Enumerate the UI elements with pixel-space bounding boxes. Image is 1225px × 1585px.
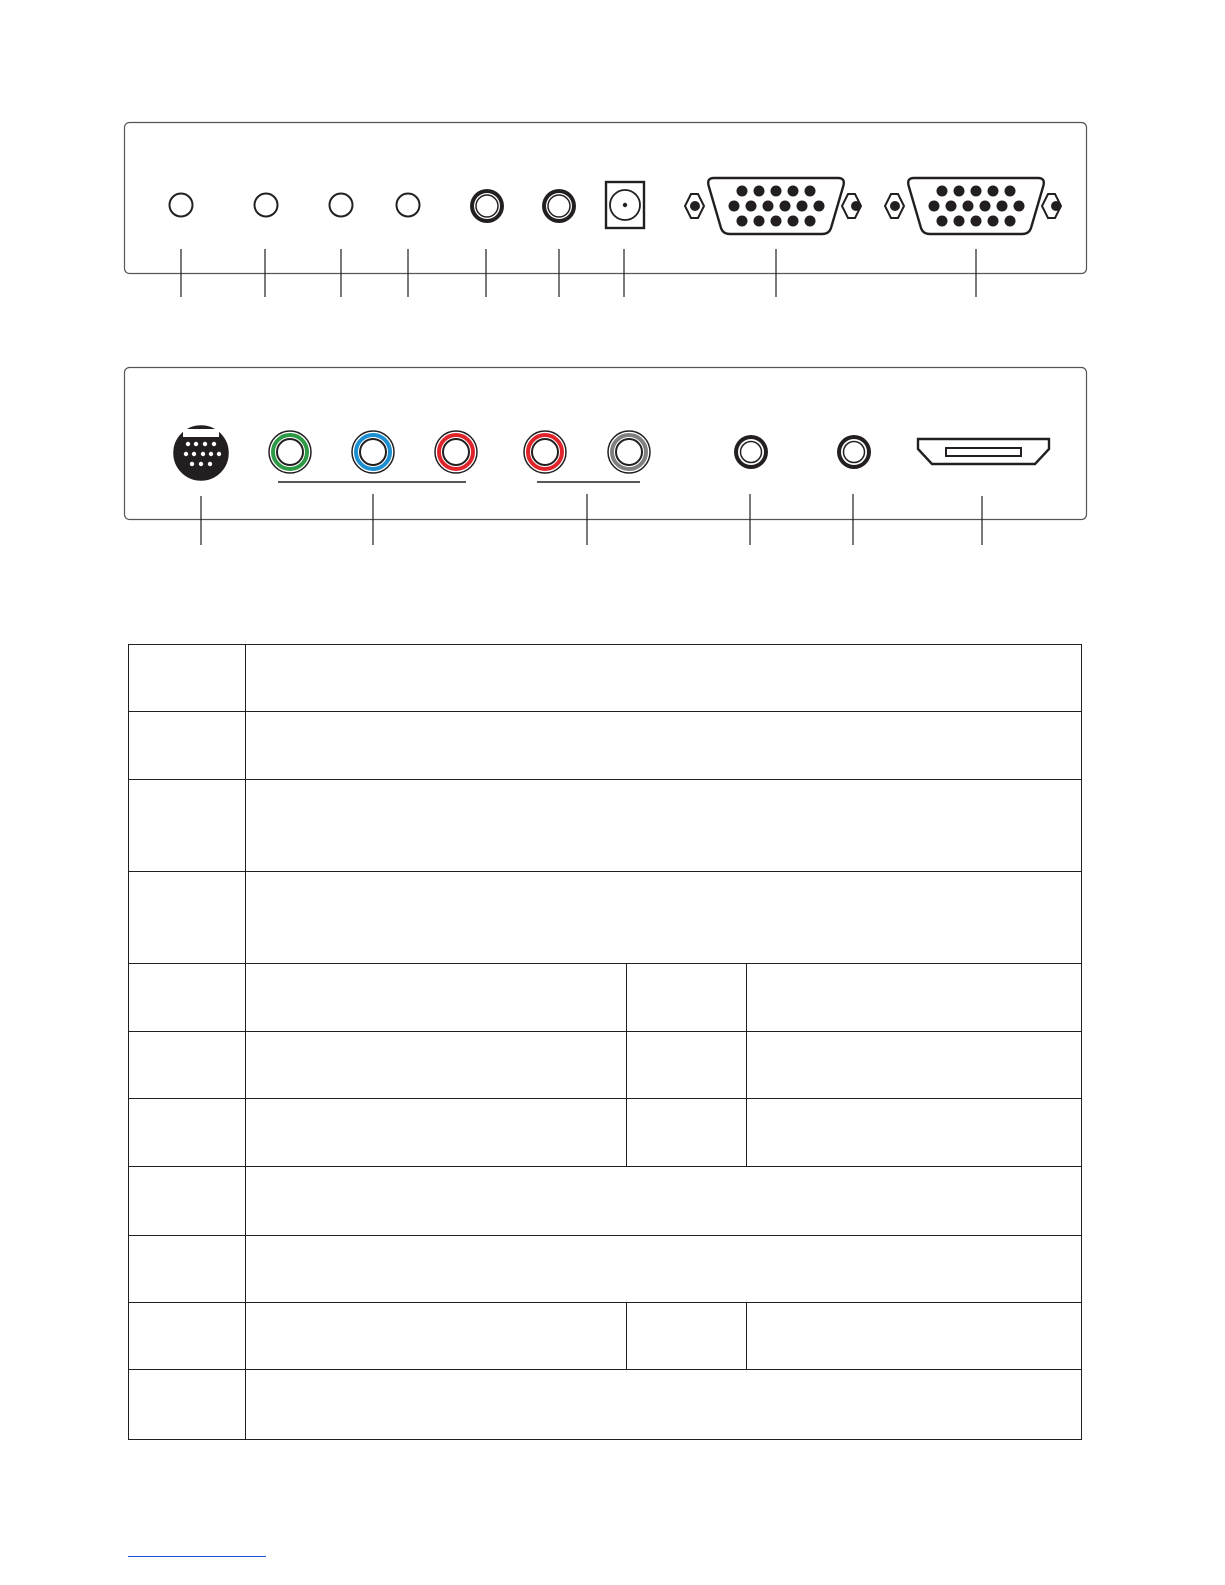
table-cell-index [129, 1370, 246, 1440]
table-cell-description [246, 1303, 627, 1370]
footer-link-underline[interactable] [128, 1556, 266, 1557]
table-cell-description [246, 712, 1082, 780]
dc-power-jack-icon [606, 182, 644, 228]
connector-diagram [0, 0, 1225, 640]
table-row [129, 1032, 1082, 1099]
table-cell-description-2 [747, 1032, 1082, 1099]
table-cell-description [246, 1236, 1082, 1303]
table-row [129, 1167, 1082, 1236]
jack-4-icon [397, 194, 420, 217]
top-panel [125, 123, 1087, 298]
table-cell-description [246, 645, 1082, 712]
table-cell-index [129, 780, 246, 872]
table-cell-index [129, 964, 246, 1032]
audio-jack-1-icon [470, 189, 504, 223]
table-cell-index-2 [627, 1303, 747, 1370]
table-cell-description [246, 1370, 1082, 1440]
table-cell-index [129, 1099, 246, 1167]
bottom-panel [125, 368, 1087, 546]
table-cell-index [129, 712, 246, 780]
table-row [129, 712, 1082, 780]
table-cell-description [246, 780, 1082, 872]
table-cell-description-2 [747, 964, 1082, 1032]
audio-l-jack-icon [608, 431, 650, 473]
table-cell-index-2 [627, 964, 747, 1032]
table-cell-index-2 [627, 1099, 747, 1167]
table-cell-index [129, 1236, 246, 1303]
table-row [129, 1236, 1082, 1303]
audio-r-jack-icon [524, 431, 566, 473]
table-cell-description [246, 1099, 627, 1167]
table-row [129, 1370, 1082, 1440]
table-cell-index [129, 1303, 246, 1370]
table-cell-index-2 [627, 1032, 747, 1099]
table-cell-index [129, 1032, 246, 1099]
table-cell-description [246, 1167, 1082, 1236]
component-y-jack-icon [269, 431, 311, 473]
vga-port-1-icon [685, 178, 861, 234]
table-cell-description [246, 964, 627, 1032]
table-row [129, 964, 1082, 1032]
vga-port-2-icon [885, 178, 1061, 234]
hdmi-port-icon [918, 439, 1049, 464]
component-pr-jack-icon [435, 431, 477, 473]
table-row [129, 872, 1082, 964]
table-cell-index [129, 645, 246, 712]
audio-jack-3-icon [734, 435, 768, 469]
table-row [129, 780, 1082, 872]
component-pb-jack-icon [352, 431, 394, 473]
table-row [129, 1303, 1082, 1370]
table-cell-index [129, 1167, 246, 1236]
jack-2-icon [255, 194, 278, 217]
table-cell-description-2 [747, 1099, 1082, 1167]
table-cell-description-2 [747, 1303, 1082, 1370]
s-video-port-icon [174, 426, 228, 480]
audio-jack-2-icon [542, 189, 576, 223]
jack-3-icon [330, 194, 353, 217]
table-row [129, 645, 1082, 712]
jack-1-icon [170, 194, 193, 217]
connector-spec-table [128, 644, 1082, 1440]
table-cell-description [246, 1032, 627, 1099]
table-cell-description [246, 872, 1082, 964]
audio-jack-4-icon [837, 435, 871, 469]
table-row [129, 1099, 1082, 1167]
table-cell-index [129, 872, 246, 964]
